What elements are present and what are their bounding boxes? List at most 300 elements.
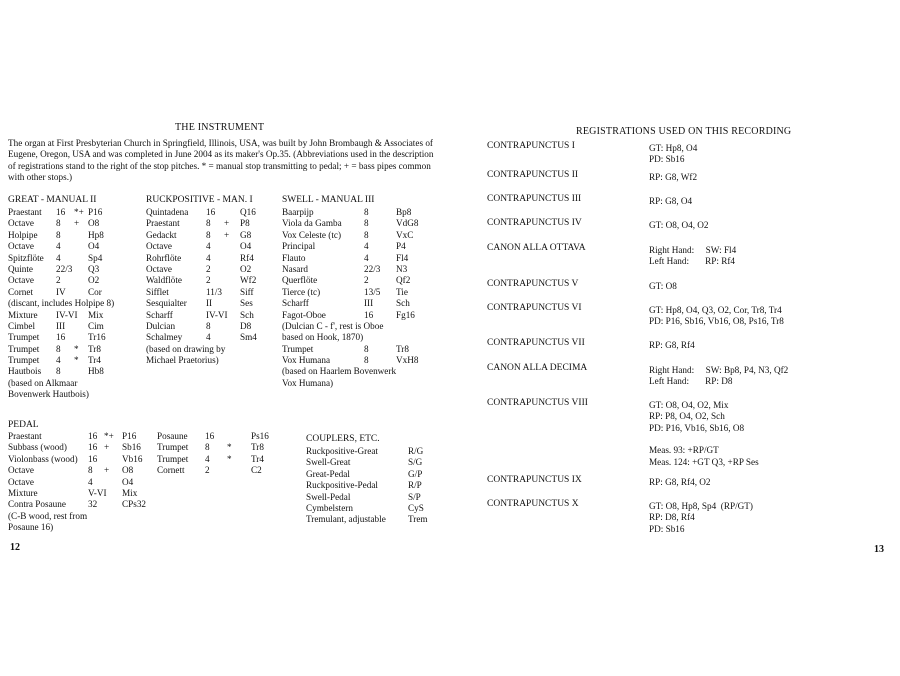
- stop-name: Vox Celeste (tc): [282, 229, 342, 240]
- stop-mark: +: [104, 442, 110, 453]
- stop-row: [157, 431, 272, 442]
- stop-name: Cornet: [8, 286, 34, 297]
- great-stop-list: [8, 207, 133, 401]
- stop-row: [146, 310, 271, 321]
- couplers-heading: COUPLERS, ETC.: [306, 434, 380, 444]
- stop-pitch: 32: [88, 499, 98, 510]
- coupler-row: [306, 503, 432, 514]
- stop-row: [8, 499, 153, 510]
- stop-name: Scharff: [282, 298, 309, 309]
- stop-row: [146, 218, 271, 229]
- stop-name: Trumpet: [157, 442, 189, 453]
- coupler-abbr: S/P: [408, 491, 421, 502]
- stop-name: Gedackt: [146, 229, 177, 240]
- stop-name: Octave: [146, 241, 173, 252]
- stop-mark: *+: [74, 207, 84, 217]
- stop-pitch: 4: [206, 252, 211, 263]
- stop-name: Mixture: [8, 487, 38, 498]
- stop-pitch: 4: [88, 476, 93, 487]
- coupler-row: [306, 492, 432, 503]
- stop-abbr: G8: [240, 229, 252, 240]
- coupler-abbr: R/P: [408, 480, 422, 491]
- registration-piece-name: CONTRAPUNCTUS IV: [487, 218, 582, 228]
- stop-pitch: 8: [206, 320, 211, 331]
- page-number-right: 13: [874, 544, 884, 555]
- stop-abbr: D8: [240, 320, 252, 331]
- stop-name: Quintadena: [146, 207, 189, 217]
- stop-abbr: O8: [88, 218, 100, 229]
- swell-stop-list: [282, 207, 432, 389]
- stop-row: [282, 241, 432, 252]
- stop-abbr: VxH8: [396, 355, 419, 366]
- registration-line: Left Hand: RP: D8: [649, 376, 733, 387]
- registration-line: GT: O8, O4, O2: [649, 220, 709, 230]
- stop-mark: *: [74, 343, 79, 354]
- stop-name: Trumpet: [8, 355, 40, 366]
- stop-name: Waldflöte: [146, 275, 182, 286]
- stop-row: [282, 344, 432, 355]
- stop-abbr: Vb16: [122, 453, 143, 464]
- stop-abbr: Sch: [240, 309, 254, 320]
- stop-name: Contra Posaune: [8, 499, 66, 510]
- stop-row: [8, 241, 133, 252]
- stop-abbr: O4: [240, 241, 252, 252]
- stop-abbr: CPs32: [122, 499, 147, 510]
- stop-row: [146, 332, 271, 343]
- stop-name: Octave: [8, 465, 35, 476]
- great-heading: GREAT - MANUAL II: [8, 195, 97, 205]
- stop-row: [146, 355, 271, 366]
- stop-pitch: 2: [364, 275, 369, 286]
- stop-name: Octave: [146, 263, 173, 274]
- coupler-row: [306, 514, 432, 525]
- stop-pitch: III: [364, 298, 374, 309]
- registration-line: Left Hand: RP: Rf4: [649, 256, 735, 267]
- stop-abbr: VxC: [396, 229, 414, 240]
- stop-row: [8, 442, 153, 453]
- stop-name: Principal: [282, 241, 316, 252]
- stop-abbr: O2: [88, 275, 100, 286]
- registration-line: GT: O8, Hp8, Sp4 (RP/GT): [649, 501, 753, 511]
- coupler-abbr: CyS: [408, 502, 424, 513]
- stop-row: [8, 465, 153, 476]
- stop-mark: *: [227, 453, 232, 464]
- stop-name: (C-B wood, rest from: [8, 510, 88, 521]
- stop-row: [8, 389, 133, 400]
- stop-pitch: 4: [56, 355, 61, 366]
- coupler-row: [306, 446, 432, 457]
- stop-pitch: IV-VI: [56, 309, 78, 320]
- stop-row: [8, 355, 133, 366]
- stop-name: Mixture: [8, 309, 38, 320]
- coupler-abbr: S/G: [408, 457, 423, 468]
- stop-mark: +: [104, 465, 110, 476]
- stop-row: [282, 218, 432, 229]
- stop-pitch: 16: [205, 431, 215, 441]
- stop-name: Vox Humana: [282, 355, 331, 366]
- stop-mark: +: [224, 229, 230, 240]
- pedal-stop-list-a: [8, 431, 153, 534]
- stop-name: Posaune: [157, 431, 188, 441]
- stop-row: [146, 298, 271, 309]
- stop-pitch: 2: [56, 275, 61, 286]
- stop-abbr: Tr16: [88, 332, 106, 343]
- stop-abbr: P4: [396, 241, 406, 252]
- registration-line: RP: P8, O4, O2, Sch: [649, 411, 725, 422]
- stop-pitch: 8: [205, 442, 210, 453]
- stop-abbr: Mix: [122, 487, 138, 498]
- stop-row: [146, 264, 271, 275]
- stop-row: [282, 378, 432, 389]
- stop-name: Violonbass (wood): [8, 453, 78, 464]
- stop-name: Octave: [8, 476, 35, 487]
- stop-name: Michael Praetorius): [146, 355, 219, 366]
- stop-name: Posaune 16): [8, 522, 54, 533]
- stop-abbr: Tr8: [251, 442, 264, 453]
- stop-row: [282, 366, 432, 377]
- coupler-name: Swell-Great: [306, 457, 351, 468]
- stop-row: [8, 332, 133, 343]
- stop-name: Rohrflöte: [146, 252, 182, 263]
- stop-row: [282, 355, 432, 366]
- stop-mark: +: [74, 218, 80, 229]
- stop-name: Cornett: [157, 465, 185, 476]
- stop-pitch: 4: [205, 453, 210, 464]
- stop-row: [146, 230, 271, 241]
- registration-piece-name: CONTRAPUNCTUS VI: [487, 303, 582, 313]
- stop-name: Baarpijp: [282, 207, 314, 217]
- stop-abbr: VdG8: [396, 218, 419, 229]
- stop-name: Querflöte: [282, 275, 318, 286]
- stop-abbr: Wf2: [240, 275, 257, 286]
- stop-pitch: 4: [364, 252, 369, 263]
- stop-abbr: Fg16: [396, 309, 415, 320]
- stop-name: Dulcian: [146, 320, 176, 331]
- stop-row: [8, 378, 133, 389]
- registration-piece-name: CONTRAPUNCTUS VIII: [487, 398, 588, 408]
- stop-name: (based on Alkmaar: [8, 377, 78, 388]
- stop-name: Praestant: [146, 218, 180, 229]
- stop-row: [157, 454, 272, 465]
- stop-row: [282, 310, 432, 321]
- stop-name: Trumpet: [157, 453, 189, 464]
- coupler-abbr: Trem: [408, 514, 428, 525]
- stop-name: Octave: [8, 241, 35, 252]
- stop-name: Bovenwerk Hautbois): [8, 389, 89, 400]
- stop-abbr: Fl4: [396, 252, 409, 263]
- registration-line: RP: D8, Rf4: [649, 512, 695, 523]
- registration-line: Right Hand: SW: Fl4: [649, 245, 737, 255]
- stop-abbr: Sp4: [88, 252, 103, 263]
- stop-abbr: O4: [122, 476, 134, 487]
- registration-line: Right Hand: SW: Bp8, P4, N3, Qf2: [649, 365, 789, 375]
- stop-pitch: 2: [205, 465, 210, 476]
- stop-row: [146, 207, 271, 218]
- stop-mark: *+: [104, 431, 114, 441]
- stop-row: [146, 253, 271, 264]
- stop-name: Holpipe: [8, 229, 38, 240]
- stop-name: Praestant: [8, 431, 42, 441]
- registration-piece-name: CONTRAPUNCTUS IX: [487, 475, 582, 485]
- registration-piece-name: CANON ALLA DECIMA: [487, 363, 588, 373]
- stop-pitch: 4: [56, 241, 61, 252]
- stop-row: [157, 465, 272, 476]
- stop-abbr: Sb16: [122, 442, 141, 453]
- stop-name: Scharff: [146, 309, 173, 320]
- registration-piece-name: CONTRAPUNCTUS VII: [487, 338, 585, 348]
- stop-row: [282, 253, 432, 264]
- registration-line: GT: Hp8, O4: [649, 143, 698, 153]
- stop-pitch: 8: [206, 218, 211, 229]
- stop-name: (based on Haarlem Bovenwerk: [282, 366, 397, 377]
- page-title-instrument: THE INSTRUMENT: [175, 122, 265, 133]
- stop-name: Schalmey: [146, 332, 183, 343]
- ruck-heading: RUCKPOSITIVE - MAN. I: [146, 195, 253, 205]
- stop-pitch: 11/3: [206, 286, 222, 297]
- stop-row: [8, 477, 153, 488]
- stop-row: [146, 241, 271, 252]
- stop-mark: *: [227, 442, 232, 453]
- stop-abbr: P16: [122, 431, 137, 441]
- stop-pitch: 2: [206, 263, 211, 274]
- stop-row: [8, 522, 153, 533]
- stop-pitch: 4: [206, 241, 211, 252]
- stop-row: [282, 264, 432, 275]
- stop-pitch: 8: [56, 218, 61, 229]
- stop-pitch: 8: [364, 229, 369, 240]
- stop-row: [8, 321, 133, 332]
- stop-pitch: IV-VI: [206, 309, 228, 320]
- registration-line: RP: G8, Rf4, O2: [649, 477, 711, 487]
- stop-pitch: 8: [364, 343, 369, 354]
- stop-row: [8, 230, 133, 241]
- stop-pitch: 16: [88, 442, 98, 453]
- pedal-heading: PEDAL: [8, 420, 39, 430]
- coupler-name: Ruckpositive-Pedal: [306, 480, 378, 491]
- stop-row: [8, 275, 133, 286]
- registration-line: RP: G8, Rf4: [649, 340, 695, 350]
- stop-pitch: 4: [364, 241, 369, 252]
- stop-name: Hautbois: [8, 366, 42, 377]
- stop-pitch: 8: [56, 343, 61, 354]
- registration-line: PD: P16, Vb16, Sb16, O8: [649, 422, 745, 433]
- stop-pitch: V-VI: [88, 487, 107, 498]
- stop-pitch: 13/5: [364, 286, 381, 297]
- registration-piece-name: CONTRAPUNCTUS III: [487, 194, 582, 204]
- stop-row: [8, 207, 133, 218]
- stop-pitch: 8: [206, 229, 211, 240]
- stop-abbr: O2: [240, 263, 252, 274]
- registration-line: PD: Sb16: [649, 154, 685, 165]
- intro-paragraph: The organ at First Presbyterian Church in Springfield, Illinois, USA, was built by John Brombaugh & Associates of Eugene, Oregon, USA and was completed in June 2004 as its maker's Op.35. (Abbreviations used in the description of registrations stand to the right of the stop pitches. * = manual stop transmitting to pedal; + = bass pipes common with other stops.): [8, 138, 434, 183]
- stop-row: [146, 321, 271, 332]
- stop-name: (discant, includes Holpipe 8): [8, 298, 115, 309]
- registration-piece-name: CONTRAPUNCTUS X: [487, 499, 579, 509]
- stop-abbr: O8: [122, 465, 134, 476]
- registration-line: PD: P16, Sb16, Vb16, O8, Ps16, Tr8: [649, 316, 784, 327]
- stop-row: [146, 287, 271, 298]
- stop-abbr: Siff: [240, 286, 254, 297]
- page-number-left: 12: [10, 542, 20, 553]
- ruck-stop-list: [146, 207, 271, 366]
- stop-pitch: 8: [56, 366, 61, 377]
- stop-pitch: 16: [56, 207, 66, 217]
- stop-row: [8, 454, 153, 465]
- stop-pitch: 8: [364, 355, 369, 366]
- stop-row: [8, 488, 153, 499]
- stop-abbr: Hp8: [88, 229, 104, 240]
- stop-pitch: 4: [56, 252, 61, 263]
- stop-row: [282, 287, 432, 298]
- couplers-list: [306, 446, 432, 526]
- stop-abbr: Ps16: [251, 431, 269, 441]
- stop-name: Praestant: [8, 207, 42, 217]
- stop-abbr: Bp8: [396, 207, 412, 217]
- stop-row: [8, 344, 133, 355]
- stop-name: Trumpet: [8, 332, 40, 343]
- stop-abbr: Cim: [88, 320, 104, 331]
- stop-row: [282, 207, 432, 218]
- stop-mark: *: [74, 355, 79, 366]
- stop-row: [146, 275, 271, 286]
- stop-pitch: IV: [56, 286, 66, 297]
- coupler-row: [306, 469, 432, 480]
- stop-name: Trumpet: [282, 343, 314, 354]
- stop-row: [282, 332, 432, 343]
- stop-name: Fagot-Oboe: [282, 309, 326, 320]
- stop-row: [8, 310, 133, 321]
- stop-abbr: P8: [240, 218, 250, 229]
- registration-line: GT: O8: [649, 281, 677, 291]
- stop-abbr: C2: [251, 465, 262, 476]
- registration-piece-name: CONTRAPUNCTUS I: [487, 141, 575, 151]
- stop-pitch: 8: [88, 465, 93, 476]
- stop-pitch: 16: [88, 453, 98, 464]
- stop-name: based on Hook, 1870): [282, 332, 364, 343]
- stop-name: Subbass (wood): [8, 442, 67, 453]
- stop-row: [157, 442, 272, 453]
- stop-name: Tierce (tc): [282, 286, 321, 297]
- registration-line: RP: G8, O4: [649, 196, 693, 206]
- stop-row: [8, 218, 133, 229]
- stop-row: [8, 366, 133, 377]
- stop-pitch: 8: [56, 229, 61, 240]
- stop-abbr: Cor: [88, 286, 102, 297]
- stop-row: [282, 275, 432, 286]
- stop-pitch: 22/3: [364, 263, 381, 274]
- stop-abbr: Q16: [240, 207, 256, 217]
- page-title-registrations: REGISTRATIONS USED ON THIS RECORDING: [576, 126, 792, 137]
- swell-heading: SWELL - MANUAL III: [282, 195, 375, 205]
- stop-abbr: Tr4: [251, 453, 264, 464]
- stop-pitch: 16: [364, 309, 374, 320]
- stop-name: Cimbel: [8, 320, 36, 331]
- stop-name: Viola da Gamba: [282, 218, 342, 229]
- stop-name: Quinte: [8, 263, 34, 274]
- stop-pitch: 16: [206, 207, 216, 217]
- stop-row: [282, 321, 432, 332]
- registration-line: PD: Sb16: [649, 523, 685, 534]
- stop-mark: +: [224, 218, 230, 229]
- stop-pitch: II: [206, 298, 213, 309]
- registration-line: GT: Hp8, O4, Q3, O2, Cor, Tr8, Tr4: [649, 305, 782, 315]
- stop-name: (based on drawing by: [146, 343, 226, 354]
- stop-abbr: Tr8: [396, 343, 409, 354]
- registration-piece-name: CONTRAPUNCTUS II: [487, 170, 579, 180]
- stop-row: [282, 230, 432, 241]
- coupler-name: Great-Pedal: [306, 468, 350, 479]
- stop-row: [8, 298, 133, 309]
- stop-abbr: Hb8: [88, 366, 104, 377]
- stop-pitch: III: [56, 320, 66, 331]
- stop-abbr: Q3: [88, 263, 100, 274]
- stop-row: [146, 344, 271, 355]
- stop-pitch: 8: [364, 218, 369, 229]
- stop-abbr: Rf4: [240, 252, 254, 263]
- stop-abbr: Mix: [88, 309, 104, 320]
- registration-piece-name: CANON ALLA OTTAVA: [487, 243, 586, 253]
- stop-name: Vox Humana): [282, 377, 334, 388]
- stop-name: Trumpet: [8, 343, 40, 354]
- stop-name: Nasard: [282, 263, 309, 274]
- coupler-abbr: R/G: [408, 446, 424, 456]
- stop-pitch: 16: [88, 431, 98, 441]
- stop-abbr: Qf2: [396, 275, 411, 286]
- stop-abbr: Sm4: [240, 332, 257, 343]
- coupler-abbr: G/P: [408, 468, 423, 479]
- coupler-row: [306, 457, 432, 468]
- stop-abbr: Sch: [396, 298, 410, 309]
- registration-line: Meas. 93: +RP/GT: [649, 445, 719, 456]
- pedal-stop-list-b: [157, 431, 272, 477]
- registration-line: RP: G8, Wf2: [649, 172, 698, 182]
- stop-name: Spitzflöte: [8, 252, 44, 263]
- stop-abbr: Ses: [240, 298, 253, 309]
- registration-line: GT: O8, O4, O2, Mix: [649, 400, 729, 410]
- stop-name: Octave: [8, 275, 35, 286]
- stop-pitch: 16: [56, 332, 66, 343]
- coupler-name: Cymbelstern: [306, 502, 353, 513]
- coupler-name: Ruckpositive-Great: [306, 446, 378, 456]
- stop-pitch: 22/3: [56, 263, 73, 274]
- stop-name: Sifflet: [146, 286, 169, 297]
- registration-line: Meas. 124: +GT Q3, +RP Ses: [649, 456, 759, 467]
- stop-abbr: Tie: [396, 286, 408, 297]
- coupler-row: [306, 480, 432, 491]
- stop-pitch: 2: [206, 275, 211, 286]
- stop-abbr: Tr8: [88, 343, 101, 354]
- registration-piece-name: CONTRAPUNCTUS V: [487, 279, 579, 289]
- stop-name: (Dulcian C - f', rest is Oboe: [282, 320, 384, 331]
- stop-row: [282, 298, 432, 309]
- stop-abbr: O4: [88, 241, 100, 252]
- coupler-name: Swell-Pedal: [306, 491, 351, 502]
- stop-abbr: Tr4: [88, 355, 101, 366]
- stop-abbr: N3: [396, 263, 408, 274]
- stop-abbr: P16: [88, 207, 103, 217]
- stop-name: Flauto: [282, 252, 306, 263]
- stop-pitch: 8: [364, 207, 369, 217]
- stop-row: [8, 511, 153, 522]
- stop-pitch: 4: [206, 332, 211, 343]
- stop-name: Sesquialter: [146, 298, 187, 309]
- stop-row: [8, 253, 133, 264]
- stop-row: [8, 264, 133, 275]
- coupler-name: Tremulant, adjustable: [306, 514, 386, 525]
- stop-row: [8, 431, 153, 442]
- stop-row: [8, 287, 133, 298]
- stop-name: Octave: [8, 218, 35, 229]
